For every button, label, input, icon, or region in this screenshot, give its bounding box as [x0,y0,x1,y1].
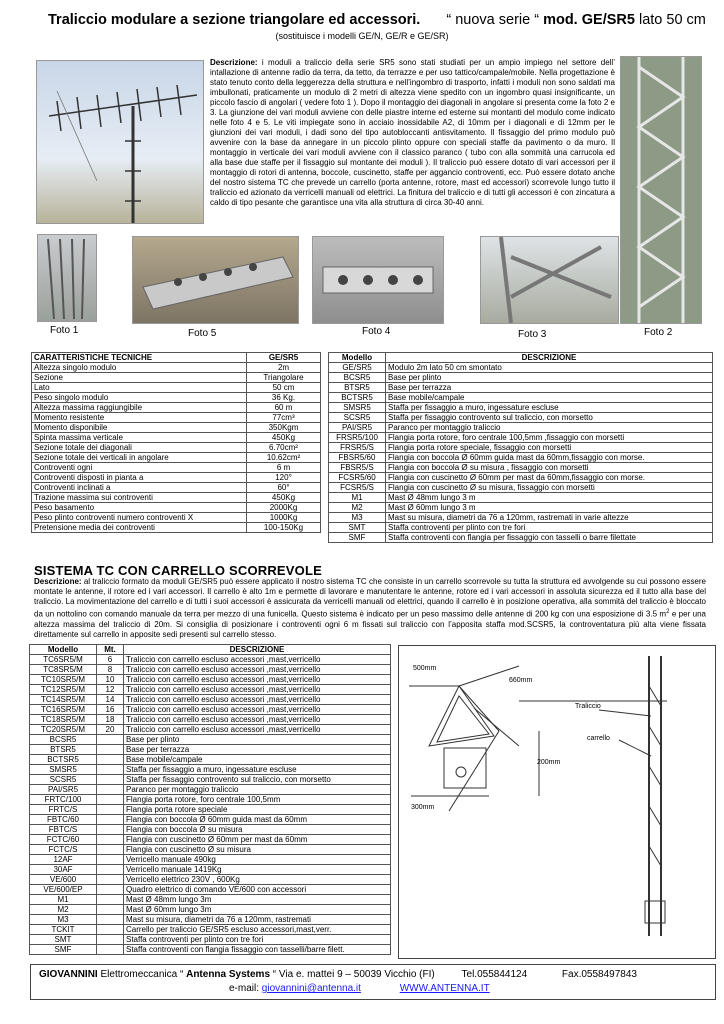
models-cell: Base mobile/campale [386,393,713,403]
tc-row [30,755,391,765]
footer-tel: Tel.055844124 [461,969,528,980]
section-description [34,577,706,640]
models-cell: FRSR5/S [329,443,386,453]
tc-cell [97,875,124,885]
specs-cell: Pretensione media dei controventi [32,523,247,533]
title-model: mod. GE/SR5 [543,12,635,28]
models-cell: M3 [329,513,386,523]
foto2-caption: Foto 2 [644,327,673,338]
specs-row [32,423,321,433]
specs-cell: 120° [247,473,321,483]
models-cell: SMF [329,533,386,543]
models-row [329,463,713,473]
tc-cell: 8 [97,665,124,675]
tc-row [30,895,391,905]
tc-row [30,715,391,725]
models-row [329,503,713,513]
tc-row [30,805,391,815]
tc-cell: Base per plinto [124,735,391,745]
models-row [329,393,713,403]
models-cell: Base per terrazza [386,383,713,393]
models-row [329,363,713,373]
specs-row [32,363,321,373]
models-row [329,403,713,413]
specs-cell: 6 m [247,463,321,473]
models-cell: Staffa per fissaggio a muro, ingessature escluse [386,403,713,413]
tc-row [30,815,391,825]
tc-cell: TCKIT [30,925,97,935]
tc-cell: Mast Ø 60mm lungo 3m [124,905,391,915]
footer-company: GIOVANNINI [39,969,98,980]
joint-plate-illustration [133,237,298,323]
tc-row [30,735,391,745]
tc-cell: 12 [97,685,124,695]
tc-row [30,785,391,795]
tc-cell: Flangia porta rotore speciale [124,805,391,815]
models-row [329,483,713,493]
tc-row [30,795,391,805]
models-cell: Flangia porta rotore speciale, fissaggio con morsetti [386,443,713,453]
footer-address: “ Via e. mattei 9 – 50039 Vicchio (FI) [270,969,435,980]
tc-cell: Verricello manuale 490kg [124,855,391,865]
tc-cell: Paranco per montaggio traliccio [124,785,391,795]
models-cell: BCTSR5 [329,393,386,403]
specs-cell: Sezione [32,373,247,383]
tc-cell: Traliccio con carrello escluso accessori ,mast,verricello [124,675,391,685]
tc-cell [97,835,124,845]
models-cell: Flangia con boccola Ø su misura , fissaggio con morsetti [386,463,713,473]
specs-cell: Sezione totale dei diagonali [32,443,247,453]
tc-cell: SMF [30,945,97,955]
tc-row [30,675,391,685]
models-row [329,513,713,523]
models-cell: GE/SR5 [329,363,386,373]
tc-cell: Traliccio con carrello escluso accessori ,mast,verricello [124,725,391,735]
models-cell: Staffa controventi per plinto con tre fori [386,523,713,533]
models-cell: BCSR5 [329,373,386,383]
models-cell: Flangia con cuscinetto Ø 60mm per mast da 60mm,fissaggio con morse. [386,473,713,483]
footer-brand: Antenna Systems [186,969,271,980]
tc-cell: Verricello elettrico 230V , 600Kg [124,875,391,885]
tc-cell [97,825,124,835]
specs-row [32,403,321,413]
specs-header-feature: CARATTERISTICHE TECNICHE [32,353,247,363]
tc-row [30,835,391,845]
tc-diagram-drawing [399,646,715,958]
models-cell: Flangia con cuscinetto Ø su misura, fissaggio con morsetti [386,483,713,493]
models-row [329,443,713,453]
footer [30,964,716,1000]
tc-cell [97,795,124,805]
specs-row [32,383,321,393]
tc-cell: M2 [30,905,97,915]
specs-cell: Trazione massima sui controventi [32,493,247,503]
specs-row [32,493,321,503]
section-desc-label: Descrizione: [34,577,82,586]
foto5-caption: Foto 5 [188,328,217,339]
specs-row [32,473,321,483]
tc-cell: Verricello manuale 1419Kg [124,865,391,875]
tc-row [30,685,391,695]
tc-cell: TC18SR5/M [30,715,97,725]
models-row [329,373,713,383]
models-row [329,493,713,503]
tc-cell [97,735,124,745]
tc-row [30,875,391,885]
foto3-image [480,236,619,324]
tc-table [29,644,391,955]
tc-cell [97,915,124,925]
specs-header-model: GE/SR5 [247,353,321,363]
tc-cell: M1 [30,895,97,905]
models-row [329,383,713,393]
tc-header-mt: Mt. [97,645,124,655]
models-body [329,363,713,543]
tc-cell: PAI/SR5 [30,785,97,795]
models-cell: Flangia porta rotore, foro centrale 100,5mm ,fissaggio con morsetti [386,433,713,443]
foto4-image [312,236,444,324]
subtitle: (sostituisce i modelli GE/N, GE/R e GE/SR) [275,31,449,41]
tc-cell: Flangia porta rotore, foro centrale 100,5mm [124,795,391,805]
specs-header-row [32,353,321,363]
tc-cell: TC6SR5/M [30,655,97,665]
tc-cell: TC14SR5/M [30,695,97,705]
models-cell: FBSR5/60 [329,453,386,463]
tc-cell: 12AF [30,855,97,865]
models-cell: Staffa controventi con flangia per fissaggio con tasselli o barre filettate [386,533,713,543]
models-row [329,533,713,543]
foto1-image [37,234,97,322]
tc-cell [97,845,124,855]
tc-cell [97,925,124,935]
models-cell: Flangia con boccola Ø 60mm guida mast da 60mm,fissaggio con morse. [386,453,713,463]
tc-cell: Base mobile/campale [124,755,391,765]
dim-300-label: 300mm [411,804,435,811]
models-row [329,423,713,433]
specs-row [32,483,321,493]
models-cell: PAI/SR5 [329,423,386,433]
specs-cell: 10.62cm² [247,453,321,463]
tc-row [30,865,391,875]
tc-cell: BTSR5 [30,745,97,755]
title-series: “ nuova serie “ [446,12,540,28]
dim-200-label: 200mm [537,759,561,766]
models-cell: M2 [329,503,386,513]
tc-row [30,935,391,945]
models-cell: FBSR5/S [329,463,386,473]
joint-bolts-illustration [313,237,443,323]
models-cell: BTSR5 [329,383,386,393]
tc-cell [97,895,124,905]
models-row [329,433,713,443]
specs-cell: 100-150Kg [247,523,321,533]
description [210,58,615,208]
tc-cell: VE/600/EP [30,885,97,895]
specs-cell: 450Kg [247,493,321,503]
specs-cell: Peso plinto controventi numero controventi X [32,513,247,523]
models-cell: FCSR5/S [329,483,386,493]
tc-cell: 10 [97,675,124,685]
models-cell: FCSR5/60 [329,473,386,483]
tc-cell: TC16SR5/M [30,705,97,715]
models-table [328,352,713,543]
tc-cell: Flangia con cuscinetto Ø 60mm per mast da 60mm [124,835,391,845]
dim-500-label: 500mm [413,665,437,672]
tc-cell: TC10SR5/M [30,675,97,685]
tc-row [30,655,391,665]
models-cell: Mast Ø 48mm lungo 3 m [386,493,713,503]
diagonal-detail-illustration [481,237,618,323]
tc-cell: SMT [30,935,97,945]
tc-cell: FCTC/S [30,845,97,855]
title-main: Traliccio modulare a sezione triangolare ed accessori. [48,12,421,28]
specs-row [32,453,321,463]
tc-cell [97,935,124,945]
specs-cell: 1000Kg [247,513,321,523]
tc-cell [97,745,124,755]
specs-cell: Peso basamento [32,503,247,513]
tc-cell: FCTC/60 [30,835,97,845]
tc-cell: Base per terrazza [124,745,391,755]
tc-header-model: Modello [30,645,97,655]
specs-body [32,363,321,533]
models-cell: SMSR5 [329,403,386,413]
specs-cell: 450Kg [247,433,321,443]
models-cell: SCSR5 [329,413,386,423]
tc-cell: Mast Ø 48mm lungo 3m [124,895,391,905]
title-model-rest: lato 50 cm [638,12,706,28]
models-cell: Staffa per fissaggio controvento sul traliccio, con morsetto [386,413,713,423]
specs-row [32,513,321,523]
tc-cell: Traliccio con carrello escluso accessori ,mast,verricello [124,685,391,695]
tc-row [30,915,391,925]
models-row [329,413,713,423]
tc-cell: TC8SR5/M [30,665,97,675]
specs-cell: Spinta massima verticale [32,433,247,443]
specs-cell: 2000Kg [247,503,321,513]
tc-cell: TC12SR5/M [30,685,97,695]
tc-cell [97,905,124,915]
tc-cell: M3 [30,915,97,925]
tc-cell: Staffa per fissaggio a muro, ingessature escluse [124,765,391,775]
tc-cell: Traliccio con carrello escluso accessori ,mast,verricello [124,695,391,705]
foto2-image [620,56,702,324]
foto5-image [132,236,299,324]
section-desc-text-1: al traliccio formato da moduli GE/SR5 può essere applicato il nostro sistema TC che consiste in un carrello scorrevole su tutta la struttura ed avvolgende su cui possono essere montate le antenne, il rotore ed i vari accessori. Il carrello è alto 1m e permette di lavorare e manutentare le antenne, rotore ed i vari accessori in assoluta sicurezza ed il tutto alla base del traliccio. La movimentazione del carrello e di tutti i suoi accessori è assicurata da verricelli manuali od elettrici, quando il carrello è in posizione operativa, alla sommità del traliccio è bloccato da un nottolino con comando manuale da terra per mezzo di una funicella. Questo sistema è indicato per un peso massimo delle antenne di 200 kg con una esposizione di 3.5 m [34,577,706,619]
specs-cell: Controventi disposti in pianta a [32,473,247,483]
tc-cell: Flangia con boccola Ø su misura [124,825,391,835]
tc-cell: 6 [97,655,124,665]
tc-cell: Flangia con cuscinetto Ø su misura [124,845,391,855]
models-cell: Mast su misura, diametri da 76 a 120mm, rastremati in varie altezze [386,513,713,523]
tc-row [30,745,391,755]
specs-cell: 60 m [247,403,321,413]
tc-cell: Mast su misura, diametri da 76 a 120mm, rastremati [124,915,391,925]
specs-row [32,413,321,423]
footer-email-link[interactable]: giovannini@antenna.it [261,983,361,994]
tc-cell [97,865,124,875]
tc-cell: FRTC/S [30,805,97,815]
tc-cell: Traliccio con carrello escluso accessori ,mast,verricello [124,665,391,675]
specs-cell: 6.70cm² [247,443,321,453]
specs-cell: Momento resistente [32,413,247,423]
foto4-caption: Foto 4 [362,326,391,337]
carrello-label: carrello [587,735,610,742]
description-text: i moduli a traliccio della serie SR5 sono stati studiati per un ampio impiego nel settore dell’ intallazione di antenne radio da terra, da tetto, da terrazze e per uso tattico/campale/mobile. Nella progettazione è stato tenuto conto della leggerezza della struttura e nell’ingombro di trasporto, infatti i moduli non sono saldati ma imbullonati, praticamente un modulo di 2 metri di altezza viene spedito con un ingombro quasi insignificante, un piccolo fascio di angolari ( vedere foto 1 ). Dopo il montaggio dei diagonali in angolare si presenta come la foto 2 e 3. La giunzione dei vari moduli avviene con delle piastre interne ed esterne sui montanti del modulo come indicato nelle foto 4 e 5. Le viti impiegate sono in acciaio inossidabile A2, di 10mm per i diagonali e di 12mm per le giunzioni dei vari moduli, i dadi sono del tipo autobloccanti antisvitamento. Il fissaggio del primo modulo può avvenire con la base da annegare in un piccolo plinto oppure con speciali staffe da pavimento o da muro. Il montaggio in verticale dei vari moduli avviene con il classico paranco ( tubo con alla sommità una carrucola ed alla base due staffe per il fissaggio sul montante dei moduli ). Il traliccio può essere dotato di vari accessori per il montaggio di rotori di antenna, boccole, cuscinetto, staffe per aggancio controventi, ecc. Può essere dotato anche del nostro sistema TC che prevede un carrello (porta antenne, rotore, mast ed accessori) scorrevole lungo tutto il traliccio ed azionato da verricelli manuali od elettrici. La finitura del traliccio e di tutti gli accessori è con zincatura a caldo di tipo pesante che garantisce una vita alla struttura di circa 30-40 anni. [210,58,615,207]
models-cell: Base per plinto [386,373,713,383]
specs-cell: Triangolare [247,373,321,383]
tc-cell: BCTSR5 [30,755,97,765]
traliccio-label: Traliccio [575,703,601,710]
specs-row [32,523,321,533]
specs-cell: Sezione totale dei verticali in angolare [32,453,247,463]
tc-cell: FBTC/S [30,825,97,835]
tc-cell [97,805,124,815]
footer-fax: Fax.0558497843 [561,969,637,980]
tc-cell: TC20SR5/M [30,725,97,735]
tc-cell: BCSR5 [30,735,97,745]
models-cell: Paranco per montaggio traliccio [386,423,713,433]
specs-cell: 350Kgm [247,423,321,433]
models-row [329,453,713,463]
specs-cell: 60° [247,483,321,493]
tc-cell: VE/600 [30,875,97,885]
models-cell: SMT [329,523,386,533]
tc-cell [97,855,124,865]
tc-cell: Quadro elettrico di comando VE/600 con accessori [124,885,391,895]
footer-email-label: e-mail: [229,983,262,994]
tc-cell: SCSR5 [30,775,97,785]
tc-diagram [398,645,716,959]
dim-660-label: 660mm [509,677,533,684]
specs-cell: Altezza singolo modulo [32,363,247,373]
tc-row [30,945,391,955]
tc-cell: 20 [97,725,124,735]
foto3-caption: Foto 3 [518,329,547,340]
specs-row [32,433,321,443]
specs-cell: Lato [32,383,247,393]
tc-row [30,725,391,735]
specs-cell: Controventi inclinati a [32,483,247,493]
page-title [48,12,706,28]
models-row [329,473,713,483]
models-header-row [329,353,713,363]
specs-row [32,443,321,453]
specs-cell: 2m [247,363,321,373]
section-title: SISTEMA TC CON CARRELLO SCORREVOLE [34,563,322,578]
models-cell: Modulo 2m lato 50 cm smontato [386,363,713,373]
angle-bundle-illustration [38,235,96,321]
models-cell: Mast Ø 60mm lungo 3 m [386,503,713,513]
specs-cell: Momento disponibile [32,423,247,433]
tc-cell: 18 [97,715,124,725]
tc-row [30,665,391,675]
specs-cell: 77cm³ [247,413,321,423]
tc-cell: 14 [97,695,124,705]
models-cell: M1 [329,493,386,503]
tc-cell: 30AF [30,865,97,875]
foto1-caption: Foto 1 [50,325,79,336]
specs-row [32,503,321,513]
tc-row [30,825,391,835]
tc-cell [97,775,124,785]
footer-line-2 [229,983,490,994]
specs-row [32,463,321,473]
tc-cell: Staffa per fissaggio controvento sul traliccio, con morsetto [124,775,391,785]
tc-row [30,905,391,915]
footer-line-1 [39,969,637,980]
tc-cell [97,755,124,765]
tc-row [30,845,391,855]
tc-cell [97,885,124,895]
tc-cell: Staffa controventi con flangia fissaggio con tasselli/barre filett. [124,945,391,955]
tc-cell [97,785,124,795]
specs-cell: 36 Kg. [247,393,321,403]
specs-cell: Controventi ogni [32,463,247,473]
description-label: Descrizione: [210,58,258,67]
tc-row [30,885,391,895]
tc-cell [97,815,124,825]
tc-cell [97,945,124,955]
tc-header-desc: DESCRIZIONE [124,645,391,655]
models-row [329,523,713,533]
specs-cell: 50 cm [247,383,321,393]
tc-header-row [30,645,391,655]
tc-cell: Carrello per traliccio GE/SR5 escluso accessori,mast,verr. [124,925,391,935]
tc-body [30,655,391,955]
tc-cell: Staffa controventi per plinto con tre fori [124,935,391,945]
tc-cell: Traliccio con carrello escluso accessori ,mast,verricello [124,705,391,715]
tc-cell: 16 [97,705,124,715]
specs-row [32,373,321,383]
tc-row [30,855,391,865]
footer-web-link[interactable]: WWW.ANTENNA.IT [399,983,490,994]
tc-row [30,765,391,775]
tc-cell: Flangia con boccola Ø 60mm guida mast da 60mm [124,815,391,825]
specs-cell: Altezza massima raggiungibile [32,403,247,413]
antenna-photo [36,60,204,224]
section-desc-text-2: e per una altezza massima del traliccio di 20m. Si consiglia di posizionare i controventi ogni 6 m fissati sul traliccio con l’apposita staffa mod.SCSR5, la controventatura più alta viene fissata direttamente sul carrello in apposite sedi presenti sul carrello stesso. [34,609,706,639]
specs-row [32,393,321,403]
lattice-tower-illustration [621,57,701,323]
models-header-desc: DESCRIZIONE [386,353,713,363]
tc-cell: Traliccio con carrello escluso accessori ,mast,verricello [124,655,391,665]
specs-table [31,352,321,533]
models-cell: FRSR5/100 [329,433,386,443]
tc-row [30,705,391,715]
antenna-illustration [37,61,203,223]
tc-cell [97,765,124,775]
tc-cell: FRTC/100 [30,795,97,805]
section-desc-sup: 2 [666,609,670,615]
models-header-model: Modello [329,353,386,363]
tc-cell: SMSR5 [30,765,97,775]
tc-cell: FBTC/60 [30,815,97,825]
tc-row [30,695,391,705]
tc-cell: Traliccio con carrello escluso accessori ,mast,verricello [124,715,391,725]
tc-row [30,775,391,785]
footer-company-rest: Elettromeccanica “ [97,969,187,980]
tc-row [30,925,391,935]
specs-cell: Peso singolo modulo [32,393,247,403]
